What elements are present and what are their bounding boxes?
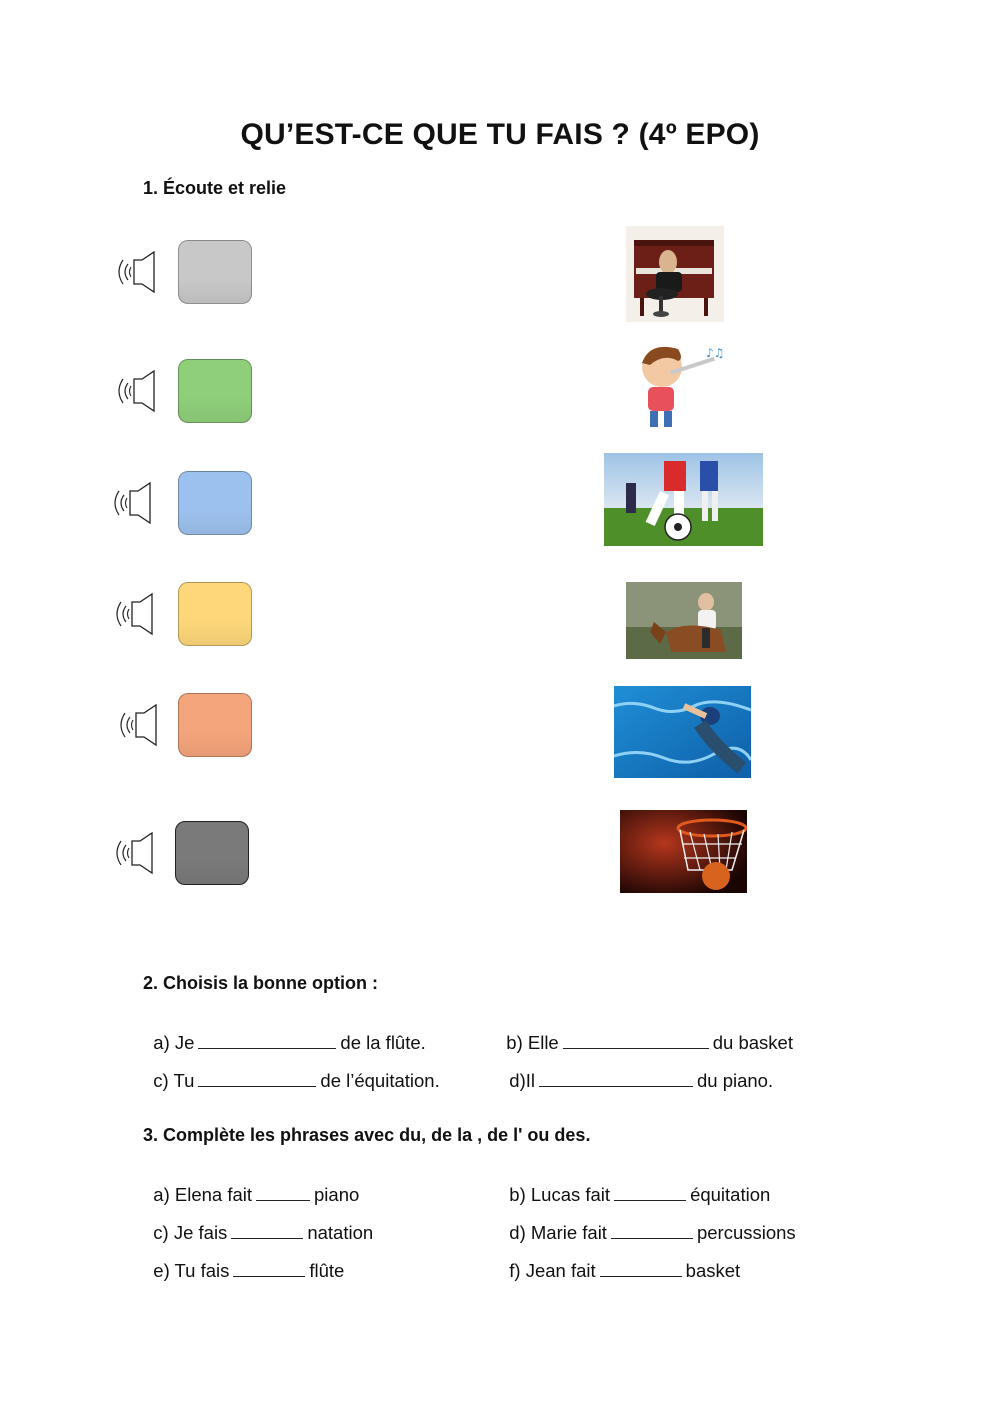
section3-heading: 3. Complète les phrases avec du, de la , de l' ou des. bbox=[143, 1125, 591, 1145]
speaker-icon[interactable] bbox=[114, 367, 162, 417]
item-suffix: basket bbox=[685, 1260, 741, 1281]
speaker-icon[interactable] bbox=[116, 701, 164, 751]
speaker-icon[interactable] bbox=[110, 479, 158, 529]
color-box[interactable] bbox=[178, 693, 252, 757]
item-suffix: de l’équitation. bbox=[320, 1070, 440, 1091]
item-prefix: b) Elle bbox=[506, 1032, 559, 1053]
swimming-image bbox=[614, 686, 751, 778]
color-box[interactable] bbox=[178, 582, 252, 646]
speaker-icon[interactable] bbox=[112, 829, 160, 879]
item-prefix: d)Il bbox=[509, 1070, 535, 1091]
color-box[interactable] bbox=[178, 240, 252, 304]
piano-image bbox=[626, 226, 724, 322]
color-box[interactable] bbox=[175, 821, 249, 885]
item-prefix: c) Tu bbox=[153, 1070, 195, 1091]
color-box[interactable] bbox=[178, 471, 252, 535]
item-prefix: f) Jean fait bbox=[509, 1260, 596, 1281]
exercise2-item-c bbox=[143, 1048, 440, 1092]
flute-image bbox=[620, 335, 730, 435]
horse-riding-image bbox=[626, 582, 742, 659]
item-suffix: du basket bbox=[712, 1032, 793, 1053]
item-prefix: e) Tu fais bbox=[153, 1260, 230, 1281]
item-prefix: a) Elena fait bbox=[153, 1184, 253, 1205]
page-title: QU’EST-CE QUE TU FAIS ? (4º EPO) bbox=[240, 118, 760, 151]
item-prefix: b) Lucas fait bbox=[509, 1184, 611, 1205]
item-suffix: équitation bbox=[690, 1184, 771, 1205]
answer-blank[interactable] bbox=[231, 1223, 303, 1239]
svg-text:♪♫: ♪♫ bbox=[706, 346, 725, 360]
answer-blank[interactable] bbox=[600, 1261, 682, 1277]
section1-heading: 1. Écoute et relie bbox=[143, 178, 287, 198]
answer-blank[interactable] bbox=[198, 1071, 316, 1087]
speaker-icon[interactable] bbox=[114, 248, 162, 298]
football-image bbox=[604, 453, 763, 546]
exercise2-item-d bbox=[499, 1048, 773, 1092]
item-suffix: piano bbox=[314, 1184, 360, 1205]
answer-blank[interactable] bbox=[539, 1071, 693, 1087]
answer-blank[interactable] bbox=[563, 1033, 709, 1049]
color-box[interactable] bbox=[178, 359, 252, 423]
answer-blank[interactable] bbox=[614, 1185, 686, 1201]
answer-blank[interactable] bbox=[256, 1185, 310, 1201]
item-prefix: a) Je bbox=[153, 1032, 195, 1053]
section2-heading: 2. Choisis la bonne option : bbox=[143, 973, 379, 993]
item-suffix: natation bbox=[307, 1222, 374, 1243]
item-suffix: flûte bbox=[309, 1260, 345, 1281]
answer-blank[interactable] bbox=[198, 1033, 336, 1049]
answer-blank[interactable] bbox=[233, 1261, 305, 1277]
item-suffix: percussions bbox=[696, 1222, 796, 1243]
item-prefix: c) Je fais bbox=[153, 1222, 228, 1243]
speaker-icon[interactable] bbox=[112, 590, 160, 640]
exercise3-item-e bbox=[143, 1238, 344, 1282]
item-prefix: d) Marie fait bbox=[509, 1222, 607, 1243]
item-suffix: du piano. bbox=[696, 1070, 774, 1091]
answer-blank[interactable] bbox=[611, 1223, 693, 1239]
basketball-image bbox=[620, 810, 747, 893]
exercise3-item-f bbox=[499, 1238, 740, 1282]
item-suffix: de la flûte. bbox=[340, 1032, 426, 1053]
